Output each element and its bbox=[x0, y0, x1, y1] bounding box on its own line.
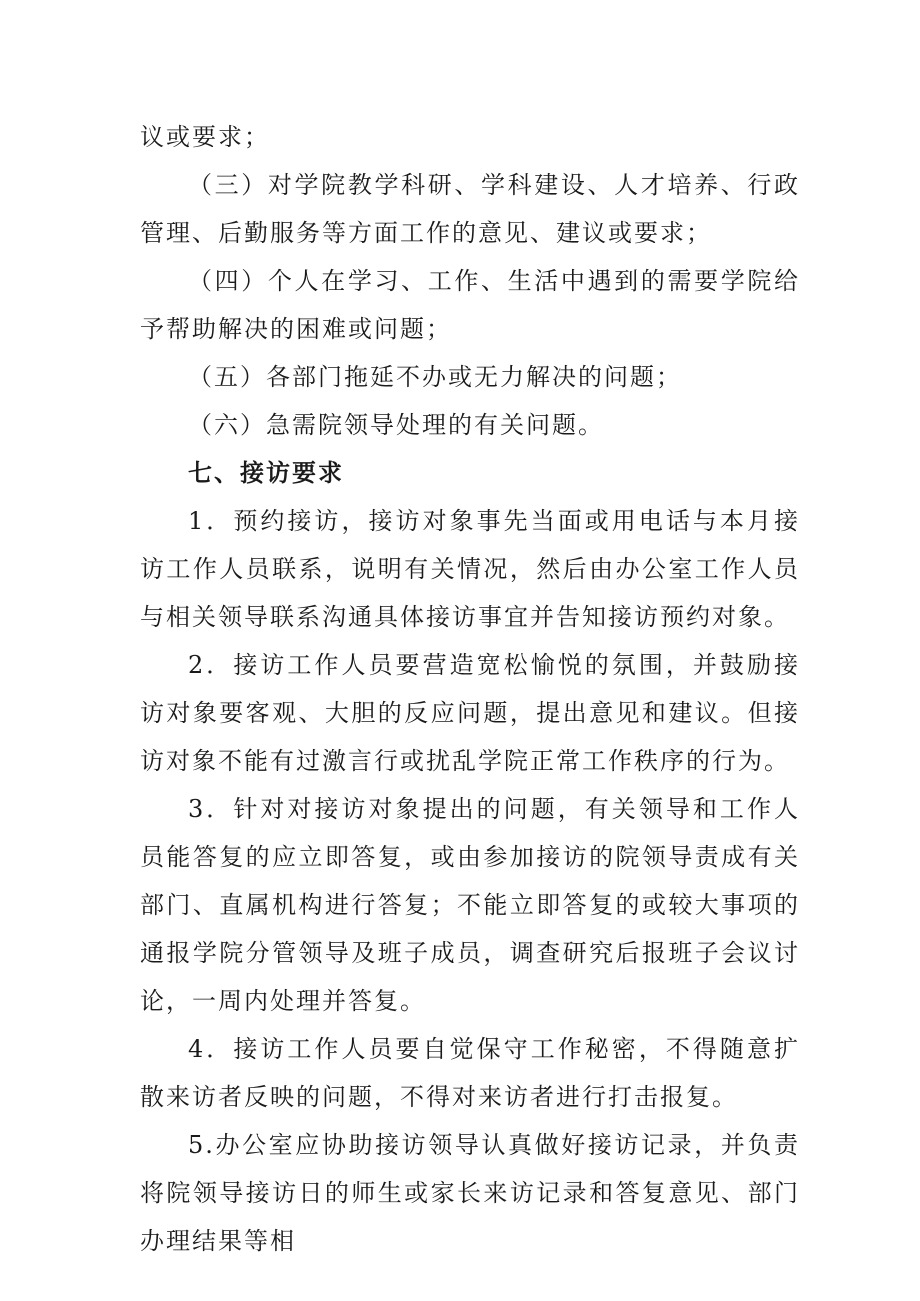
paragraph-item-5: （五）各部门拖延不办或无力解决的问题； bbox=[188, 363, 682, 391]
paragraph-item-4: （四）个人在学习、工作、生活中遇到的需要学院给予帮助解决的困难或问题； bbox=[140, 267, 800, 343]
requirement-5: 5.办公室应协助接访领导认真做好接访记录，并负责将院领导接访日的师生或家长来访记录和答复意见、部门办理结果等相 bbox=[140, 1131, 800, 1255]
requirement-4: 4．接访工作人员要自觉保守工作秘密，不得随意扩散来访者反映的问题，不得对来访者进行打击报复。 bbox=[140, 1035, 800, 1111]
paragraph-item-6: （六）急需院领导处理的有关问题。 bbox=[188, 411, 604, 439]
paragraph-continuation: 议或要求； bbox=[140, 123, 270, 151]
paragraph-item-3: （三）对学院教学科研、学科建设、人才培养、行政管理、后勤服务等方面工作的意见、建议或要求； bbox=[140, 171, 800, 247]
section-heading: 七、接访要求 bbox=[188, 459, 344, 487]
document-body bbox=[140, 113, 800, 1265]
requirement-3: 3．针对对接访对象提出的问题，有关领导和工作人员能答复的应立即答复，或由参加接访的院领导责成有关部门、直属机构进行答复；不能立即答复的或较大事项的通报学院分管领导及班子成员，调查研究后报班子会议讨论，一周内处理并答复。 bbox=[140, 795, 800, 1015]
requirement-1: 1．预约接访，接访对象事先当面或用电话与本月接访工作人员联系，说明有关情况，然后由办公室工作人员与相关领导联系沟通具体接访事宜并告知接访预约对象。 bbox=[140, 507, 800, 631]
requirement-2: 2．接访工作人员要营造宽松愉悦的氛围，并鼓励接访对象要客观、大胆的反应问题，提出意见和建议。但接访对象不能有过激言行或扰乱学院正常工作秩序的行为。 bbox=[140, 651, 800, 775]
